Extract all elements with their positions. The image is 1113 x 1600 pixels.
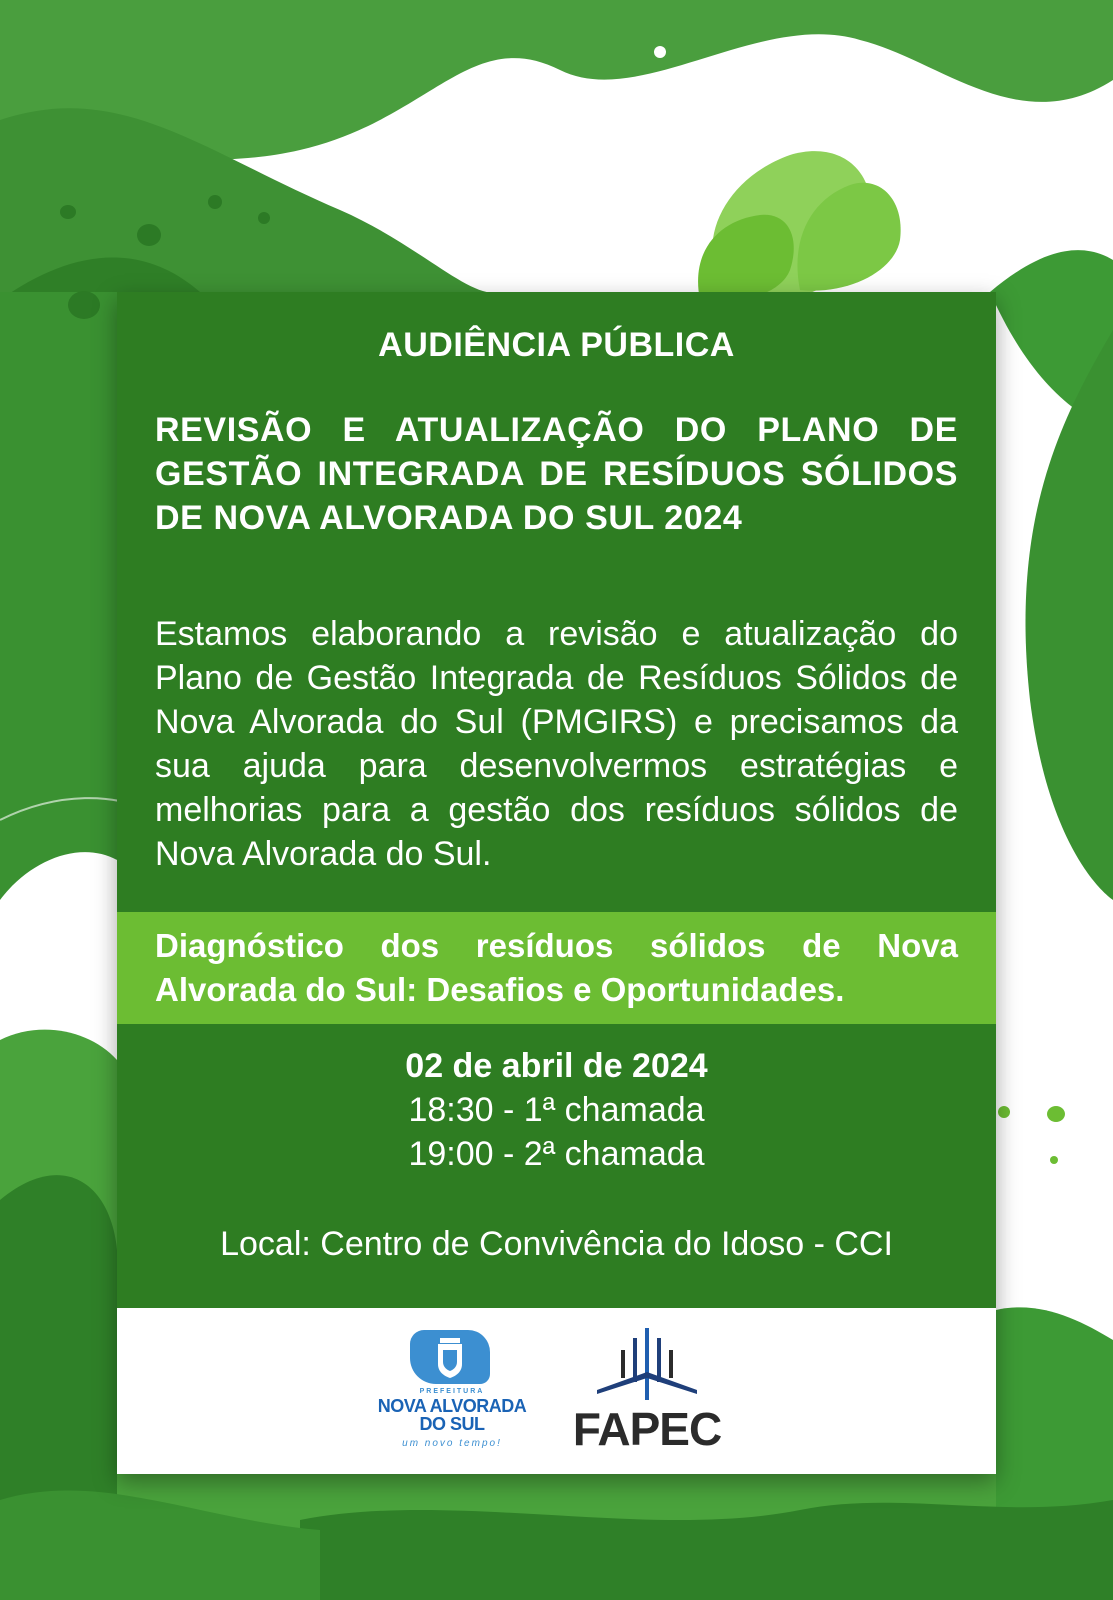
announcement-card	[117, 292, 996, 1474]
event-details	[117, 1032, 996, 1266]
nova-name-line1: NOVA ALVORADA	[377, 1396, 527, 1416]
intro-paragraph: Estamos elaborando a revisão e atualização do Plano de Gestão Integrada de Resíduos Sólidos de Nova Alvorada do Sul (PMGIRS) e precisamos da sua ajuda para desenvolvermos estratégias e melhorias para a gestão dos resíduos sólidos de Nova Alvorada do Sul.	[155, 615, 958, 873]
coat-of-arms-icon	[410, 1330, 490, 1384]
first-call-time: 18:30 - 1ª chamada	[408, 1091, 705, 1129]
second-call-time: 19:00 - 2ª chamada	[408, 1135, 705, 1173]
logo-footer	[117, 1308, 996, 1474]
fapec-name: FAPEC	[572, 1403, 722, 1455]
nova-slogan: um novo tempo!	[402, 1438, 502, 1449]
fapec-logo	[562, 1328, 732, 1458]
theme-text: Diagnóstico dos resíduos sólidos de Nova Alvorada do Sul: Desafios e Oportunidades.	[155, 927, 958, 1008]
page-title: AUDIÊNCIA PÚBLICA	[378, 326, 735, 364]
event-title: REVISÃO E ATUALIZAÇÃO DO PLANO DE GESTÃO INTEGRADA DE RESÍDUOS SÓLIDOS DE NOVA ALVORADA DO SUL 2024	[155, 411, 958, 537]
event-venue: Local: Centro de Convivência do Idoso - CCI	[220, 1225, 893, 1263]
nova-name-line2: DO SUL	[419, 1414, 485, 1434]
fapec-mark-icon	[597, 1328, 697, 1406]
theme-band	[117, 912, 996, 1024]
nova-alvorada-logo	[372, 1330, 532, 1458]
prefeitura-label: PREFEITURA	[419, 1388, 485, 1395]
nova-name-text	[372, 1397, 532, 1433]
card-header-section	[117, 292, 996, 912]
event-date: 02 de abril de 2024	[405, 1047, 708, 1085]
